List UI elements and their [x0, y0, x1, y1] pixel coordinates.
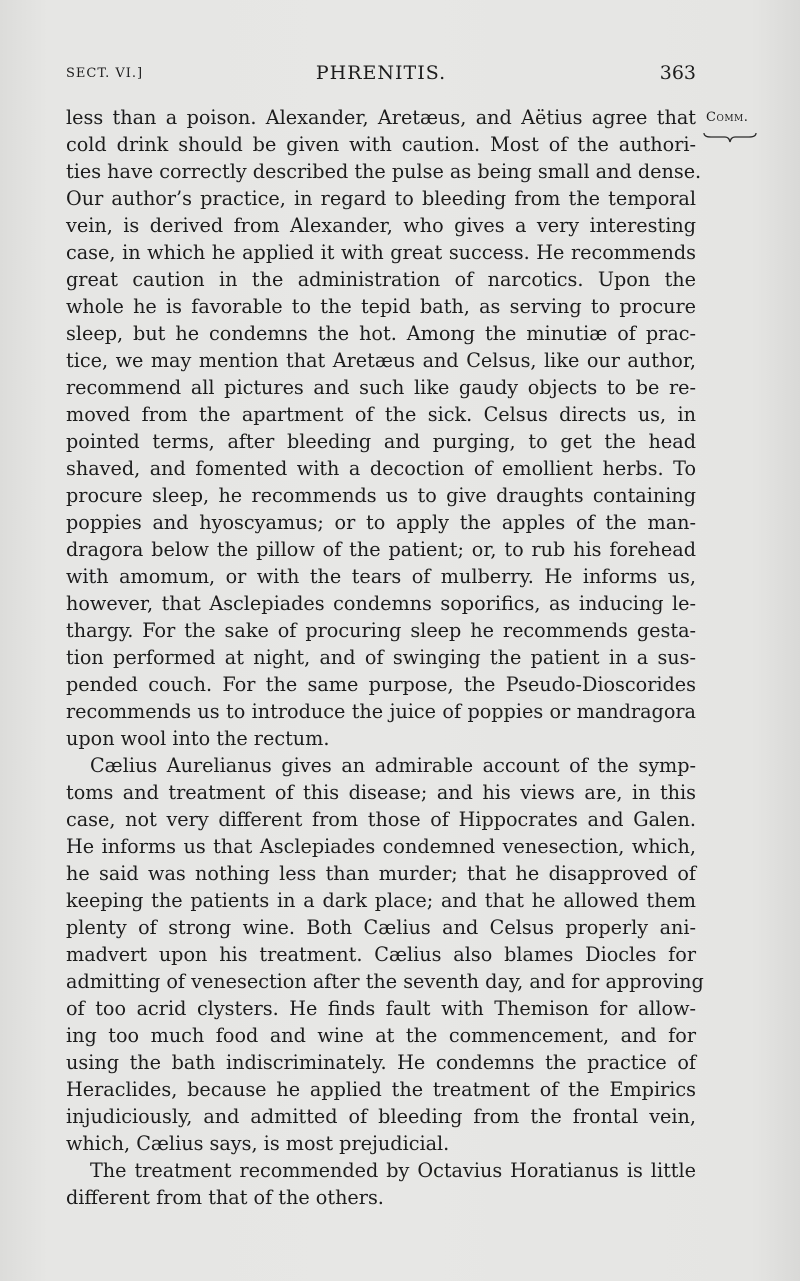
text-line: he said was nothing less than murder; that he disapproved of	[66, 862, 696, 885]
text-line: thargy. For the sake of procuring sleep he recommends gesta-	[66, 619, 696, 642]
text-line: sleep, but he condemns the hot. Among the minutiæ of prac-	[66, 322, 696, 345]
text-line: injudiciously, and admitted of bleeding from the frontal vein,	[66, 1105, 696, 1128]
text-line: recommend all pictures and such like gaudy objects to be re-	[66, 376, 696, 399]
text-line: case, not very different from those of Hippocrates and Galen.	[66, 808, 696, 831]
section-label: SECT. VI.]	[66, 66, 144, 81]
text-line: tion performed at night, and of swinging the patient in a sus-	[66, 646, 696, 669]
text-line: less than a poison. Alexander, Aretæus, and Aëtius agree that	[66, 106, 696, 129]
text-line: which, Cælius says, is most prejudicial.	[66, 1132, 450, 1155]
text-line: whole he is favorable to the tepid bath, as serving to procure	[66, 295, 696, 318]
text-line: Our author’s practice, in regard to bleeding from the temporal	[66, 187, 696, 210]
text-line: Heraclides, because he applied the treatment of the Empirics	[66, 1078, 696, 1101]
paragraph-2	[66, 752, 704, 1157]
page-title: PHRENITIS.	[315, 62, 447, 84]
text-line: procure sleep, he recommends us to give draughts containing	[66, 484, 696, 507]
text-line: shaved, and fomented with a decoction of emollient herbs. To	[66, 457, 696, 480]
text-line: with amomum, or with the tears of mulberry. He informs us,	[66, 565, 696, 588]
text-line: upon wool into the rectum.	[66, 727, 330, 750]
paragraph-1	[66, 104, 702, 752]
text-line: Cælius Aurelianus gives an admirable account of the symp-	[90, 754, 696, 777]
text-line: keeping the patients in a dark place; and that he allowed them	[66, 889, 696, 912]
text-line: different from that of the others.	[66, 1186, 384, 1209]
text-line: moved from the apartment of the sick. Celsus directs us, in	[66, 403, 696, 426]
body-text	[66, 104, 704, 1211]
text-line: toms and treatment of this disease; and his views are, in this	[66, 781, 696, 804]
text-line: ties have correctly described the pulse as being small and dense.	[66, 160, 702, 183]
text-line: however, that Asclepiades condemns soporifics, as inducing le-	[66, 592, 696, 615]
text-line: He informs us that Asclepiades condemned venesection, which,	[66, 835, 696, 858]
text-line: plenty of strong wine. Both Cælius and Celsus properly ani-	[66, 916, 696, 939]
text-line: The treatment recommended by Octavius Horatianus is little	[90, 1159, 696, 1182]
margin-note-comm: Comm.	[706, 110, 749, 125]
paragraph-3	[66, 1157, 696, 1211]
text-line: madvert upon his treatment. Cælius also blames Diocles for	[66, 943, 696, 966]
text-line: using the bath indiscriminately. He condemns the practice of	[66, 1051, 696, 1074]
text-line: ing too much food and wine at the commencement, and for	[66, 1024, 696, 1047]
text-line: cold drink should be given with caution. Most of the authori-	[66, 133, 696, 156]
text-line: recommends us to introduce the juice of poppies or mandragora	[66, 700, 696, 723]
text-line: of too acrid clysters. He finds fault with Themison for allow-	[66, 997, 696, 1020]
running-head	[66, 62, 696, 88]
text-line: pointed terms, after bleeding and purging, to get the head	[66, 430, 696, 453]
text-line: poppies and hyoscyamus; or to apply the apples of the man-	[66, 511, 696, 534]
page-number: 363	[659, 62, 696, 84]
text-line: admitting of venesection after the seventh day, and for approving	[66, 970, 704, 993]
text-line: tice, we may mention that Aretæus and Celsus, like our author,	[66, 349, 696, 372]
text-line: pended couch. For the same purpose, the Pseudo-Dioscorides	[66, 673, 696, 696]
text-line: case, in which he applied it with great success. He recommends	[66, 241, 696, 264]
text-line: dragora below the pillow of the patient; or, to rub his forehead	[66, 538, 696, 561]
text-line: great caution in the administration of narcotics. Upon the	[66, 268, 696, 291]
text-line: vein, is derived from Alexander, who gives a very interesting	[66, 214, 696, 237]
margin-brace-icon	[703, 131, 757, 143]
